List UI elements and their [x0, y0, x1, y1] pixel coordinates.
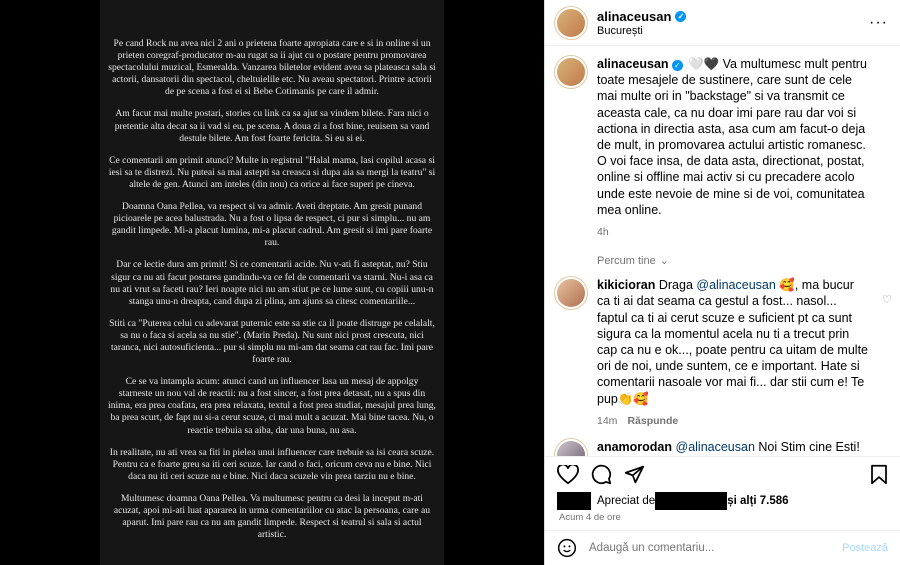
apology-text-image [100, 0, 444, 565]
comment-text: Draga [658, 278, 697, 293]
share-icon[interactable] [624, 464, 645, 485]
verified-badge-icon: ✓ [675, 11, 686, 22]
post-comment-button[interactable]: Postează [842, 542, 888, 554]
location-label[interactable]: București [597, 24, 643, 37]
post-paragraph: Pe cand Rock nu avea nici 2 ani o prietena foarte apropiata care e si in online si un prieten coregraf-producator m-au rugat sa ii ajut cu o postare pentru promovarea spectacolului muzical, Esmeralda. Vanzarea biletelor evident avea sa plateasca sala si actorii, dansatorii din spectacol, cheltuielile etc. Nu aveau spectatori. Printre actorii de pe scena a fost ei si Bebe Cotimanis pe care il admir. [108, 38, 436, 98]
reply-button[interactable]: Răspunde [627, 414, 679, 427]
post-paragraph: Stiti ca "Puterea celui cu adevarat puternic este sa stie ca il poate distruge pe celalalt, sa nu o faca si acela sa nu stie". (Marin Preda). Nu sunt nici prost crescuta, nici taranca, nici autosuficienta... pur si simplu nu mi-am dat seama cat rau fac. Imi pare foarte rau. [109, 317, 435, 366]
post-paragraph: Dar ce lectie dura am primit! Si ce comentarii acide. Nu v-ati fi asteptat, nu? Stiu sigur ca nu ati facut postarea gandindu-va ce fel de comentarii va starni. Nu-i asa ca nu ati vrut sa faceti rau? Ieri noapte nici nu am stiut pe ce lume sunt, cu copiii unu-n stanga unu-n dreapta, cand dupa zi plina, am ajuns sa citesc comentariile... [110, 259, 434, 307]
comment-mention[interactable]: @alinaceusan [696, 278, 776, 293]
translate-label[interactable]: Percum tine [597, 254, 656, 267]
caption-username[interactable]: alinaceusan [597, 57, 669, 71]
comment-item [545, 429, 900, 456]
post-header [545, 0, 900, 46]
caption-text: 🤍🖤 Va multumesc mult pentru toate mesajele de sustinere, care sunt de cele mai multe ori in "backstage" si va transmit ce aceasta cale, ca nu doar imi pare rau dar voi si actiona in directia asta, asa cum am facut-o deja de mult, in promovarea actului artistic romanesc. O voi face insa, de data asta, directionat, postat, online si offline mai activ si cu precadere acolo unde este nevoie de mine si de voi, comunitatea mea online. [597, 57, 867, 217]
post-actions [545, 456, 900, 532]
post-paragraph: Am facut mai multe postari, stories cu link ca sa ajut sa vindem bilete. Fara nici o pretentie alta decat sa ii vad si eu, pe scena. A doua zi a fost bine, reuisem sa vand destule bilete. Am fost foarte fericita. Si eu si ei. [114, 108, 430, 144]
post-paragraph: Ce se va intampla acum: atunci cand un influencer lasa un mesaj de appolgy starneste un nou val de reactii: nu a fost sincer, a fost prea detasat, nu a spus din inima, era prea coafata, era prea relaxata, textul a fost prea studiat, mesajul prea lung, ba prea scurt, de fapt nu si-a cerut scuze, ci mai mult a acuzat. Mai bine tacea. Nu, o reactie trebuia sa aiba, dar una buna, nu asa. [108, 376, 436, 436]
avatar[interactable] [557, 58, 585, 86]
comment-input[interactable] [587, 541, 842, 555]
see-translation[interactable] [597, 254, 900, 267]
emoji-icon[interactable] [557, 538, 577, 558]
add-comment-bar [545, 530, 900, 565]
comment-bubble-icon[interactable] [591, 464, 612, 485]
more-options-icon[interactable]: ··· [869, 13, 888, 31]
post-timestamp[interactable]: Acum 4 de ore [559, 512, 621, 523]
header-username[interactable]: alinaceusan [597, 8, 672, 24]
comments-scroll[interactable] [545, 46, 900, 456]
avatar[interactable] [557, 9, 585, 37]
likes-prefix: Apreciat de [597, 495, 656, 507]
comment-text: 🥰, ma bucur ca ti ai dat seama ca gestul a fost... nasol... faptul ca ti ai cerut scuze e suficient pt ca sunt sigura ca la momentul acela nu ti a trecut prin cap ca nu e ok..., poate pentru ca uitam de multe ori de noi, unde suntem, ce e important. Hate si comentarii nasoale vor mai fi... dar stii cum e! Te pup👏🥰 [597, 278, 868, 406]
avatar[interactable] [557, 441, 585, 456]
verified-badge-icon: ✓ [672, 60, 683, 71]
post-paragraph: Multumesc doamna Oana Pellea. Va multumesc pentru ca desi la inceput m-ati acuzat, apoi mi-ati luat apararea in urma comentariilor cu atac la persoana, care au aparut. Imi pare rau ca nu am gandit limpede. Respect si teatrul si sala si actul artistic. [113, 492, 431, 541]
post-paragraph: Doamna Oana Pellea, va respect si va admir. Aveti dreptate. Am gresit punand picioarele pe acea balustrada. Nu a fost o lipsa de respect, ci pur si simplu... nu am gandit limpede. Mi-a placut lumina, mi-a placut cadrul. Am gresit si imi pare foarte rau. [111, 201, 433, 249]
comment-text: Noi Stim cine Esti! [758, 440, 860, 455]
redacted-username [655, 492, 727, 510]
comment-username[interactable]: anamorodan [597, 440, 673, 455]
post-paragraph: In realitate, nu ati vrea sa fiti in pielea unui influencer care trebuie sa isi ceara scuze. Pentru ca e foarte greu sa iti ceri scuze. Iar cand o faci, oricum ceva nu e bine. Nici daca nu iti ceri scuze nu e bine. Nici daca scuzele vin prea tarziu nu e bine. [109, 446, 435, 482]
post-paragraph: Ce comentarii am primit atunci? Multe in registrul "Halal mama, lasi copilul acasa si iesi sa te distrezi. Nu puteai sa mai astepti sa creasca si dupa aia sa mergi la teatru" si altele de gen. Atunci am inteles (din nou) ca orice ai face superi pe cineva. [108, 154, 436, 190]
caption [545, 46, 900, 240]
save-bookmark-icon[interactable] [870, 464, 888, 485]
comment-username[interactable]: kikicioran [597, 278, 656, 293]
chevron-down-icon: ⌄ [659, 255, 669, 268]
comments-panel [544, 0, 900, 565]
comment-mention[interactable]: @alinaceusan [675, 440, 755, 455]
comment-time[interactable]: 14m [597, 414, 618, 427]
redacted-avatar [557, 492, 591, 510]
caption-time[interactable]: 4h [597, 226, 609, 239]
avatar[interactable] [557, 279, 585, 307]
likes-count[interactable]: și alți 7.586 [727, 495, 789, 507]
like-comment-heart-icon[interactable]: ♡ [882, 294, 892, 307]
likes-summary[interactable] [545, 485, 900, 510]
like-heart-icon[interactable] [557, 465, 579, 485]
comment-item [545, 267, 900, 429]
